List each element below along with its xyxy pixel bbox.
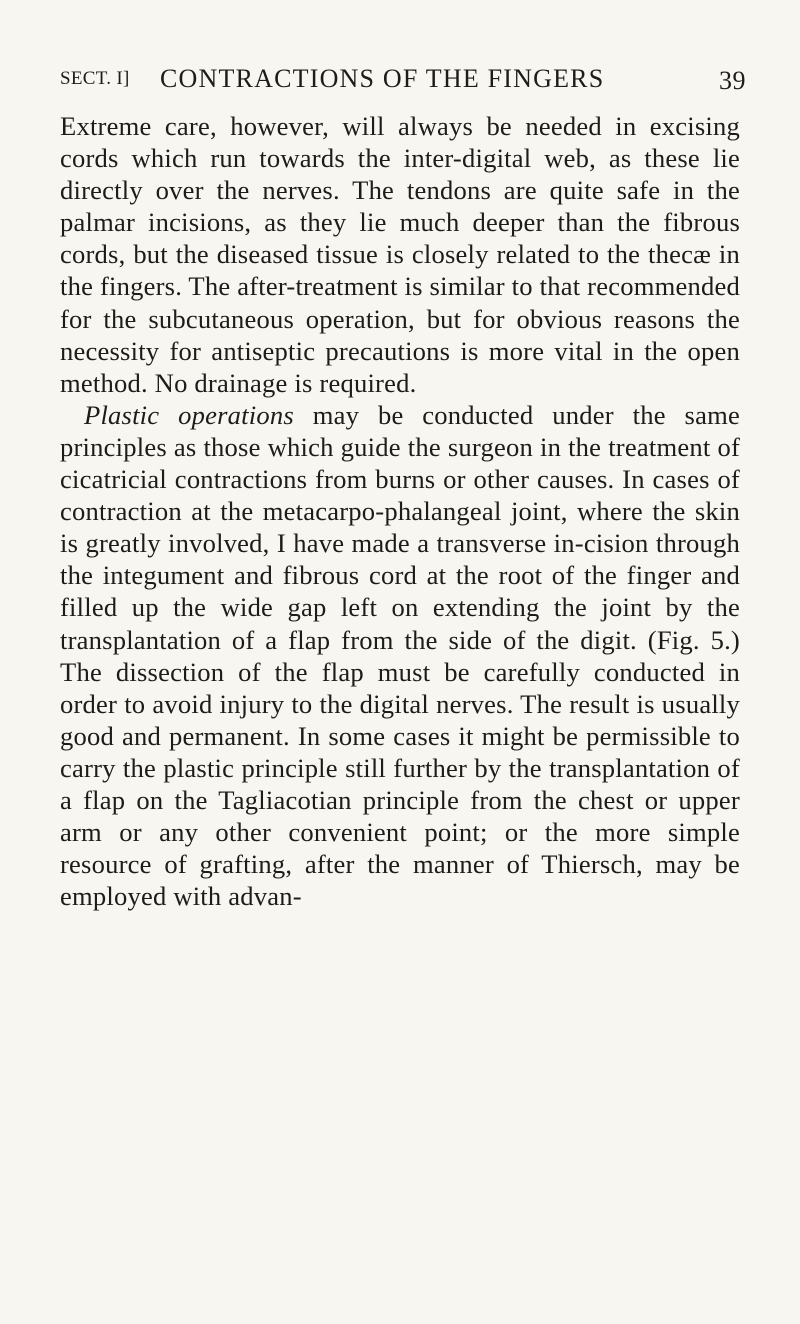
paragraph-lead-italic: Plastic operations bbox=[84, 399, 294, 430]
paragraph-excision-care bbox=[60, 110, 740, 399]
chapter-title: CONTRACTIONS OF THE FINGERS bbox=[160, 64, 605, 93]
page-number: 39 bbox=[719, 66, 746, 95]
paragraph-plastic-operations bbox=[60, 399, 740, 913]
section-label: SECT. I] bbox=[60, 68, 130, 89]
paragraph-text: may be conducted under the same principles as those which guide the surgeon in the treatment of cicatricial contractions from burns or other causes. In cases of contraction at the metacarpo-phalangeal joint, where the skin is greatly involved, I have made a transverse in-cision through the integument and fibrous cord at the root of the finger and filled up the wide gap left on extending the joint by the transplantation of a flap from the side of the digit. (Fig. 5.) The dissection of the flap must be carefully conducted in order to avoid injury to the digital nerves. The result is usually good and permanent. In some cases it might be permissible to carry the plastic principle still further by the transplantation of a flap on the Tagliacotian principle from the chest or upper arm or any other convenient point; or the more simple resource of grafting, after the manner of Thiersch, may be employed with advan- bbox=[60, 399, 740, 912]
paragraph-text: Extreme care, however, will always be needed in excising cords which run towards the inter-digital web, as these lie directly over the nerves. The tendons are quite safe in the palmar incisions, as they lie much deeper than the fibrous cords, but the diseased tissue is closely related to the thecæ in the fingers. The after-treatment is similar to that recommended for the subcutaneous operation, but for obvious reasons the necessity for antiseptic precautions is more vital in the open method. No drainage is required. bbox=[60, 111, 740, 398]
body-text bbox=[60, 110, 740, 912]
running-header bbox=[60, 64, 752, 104]
